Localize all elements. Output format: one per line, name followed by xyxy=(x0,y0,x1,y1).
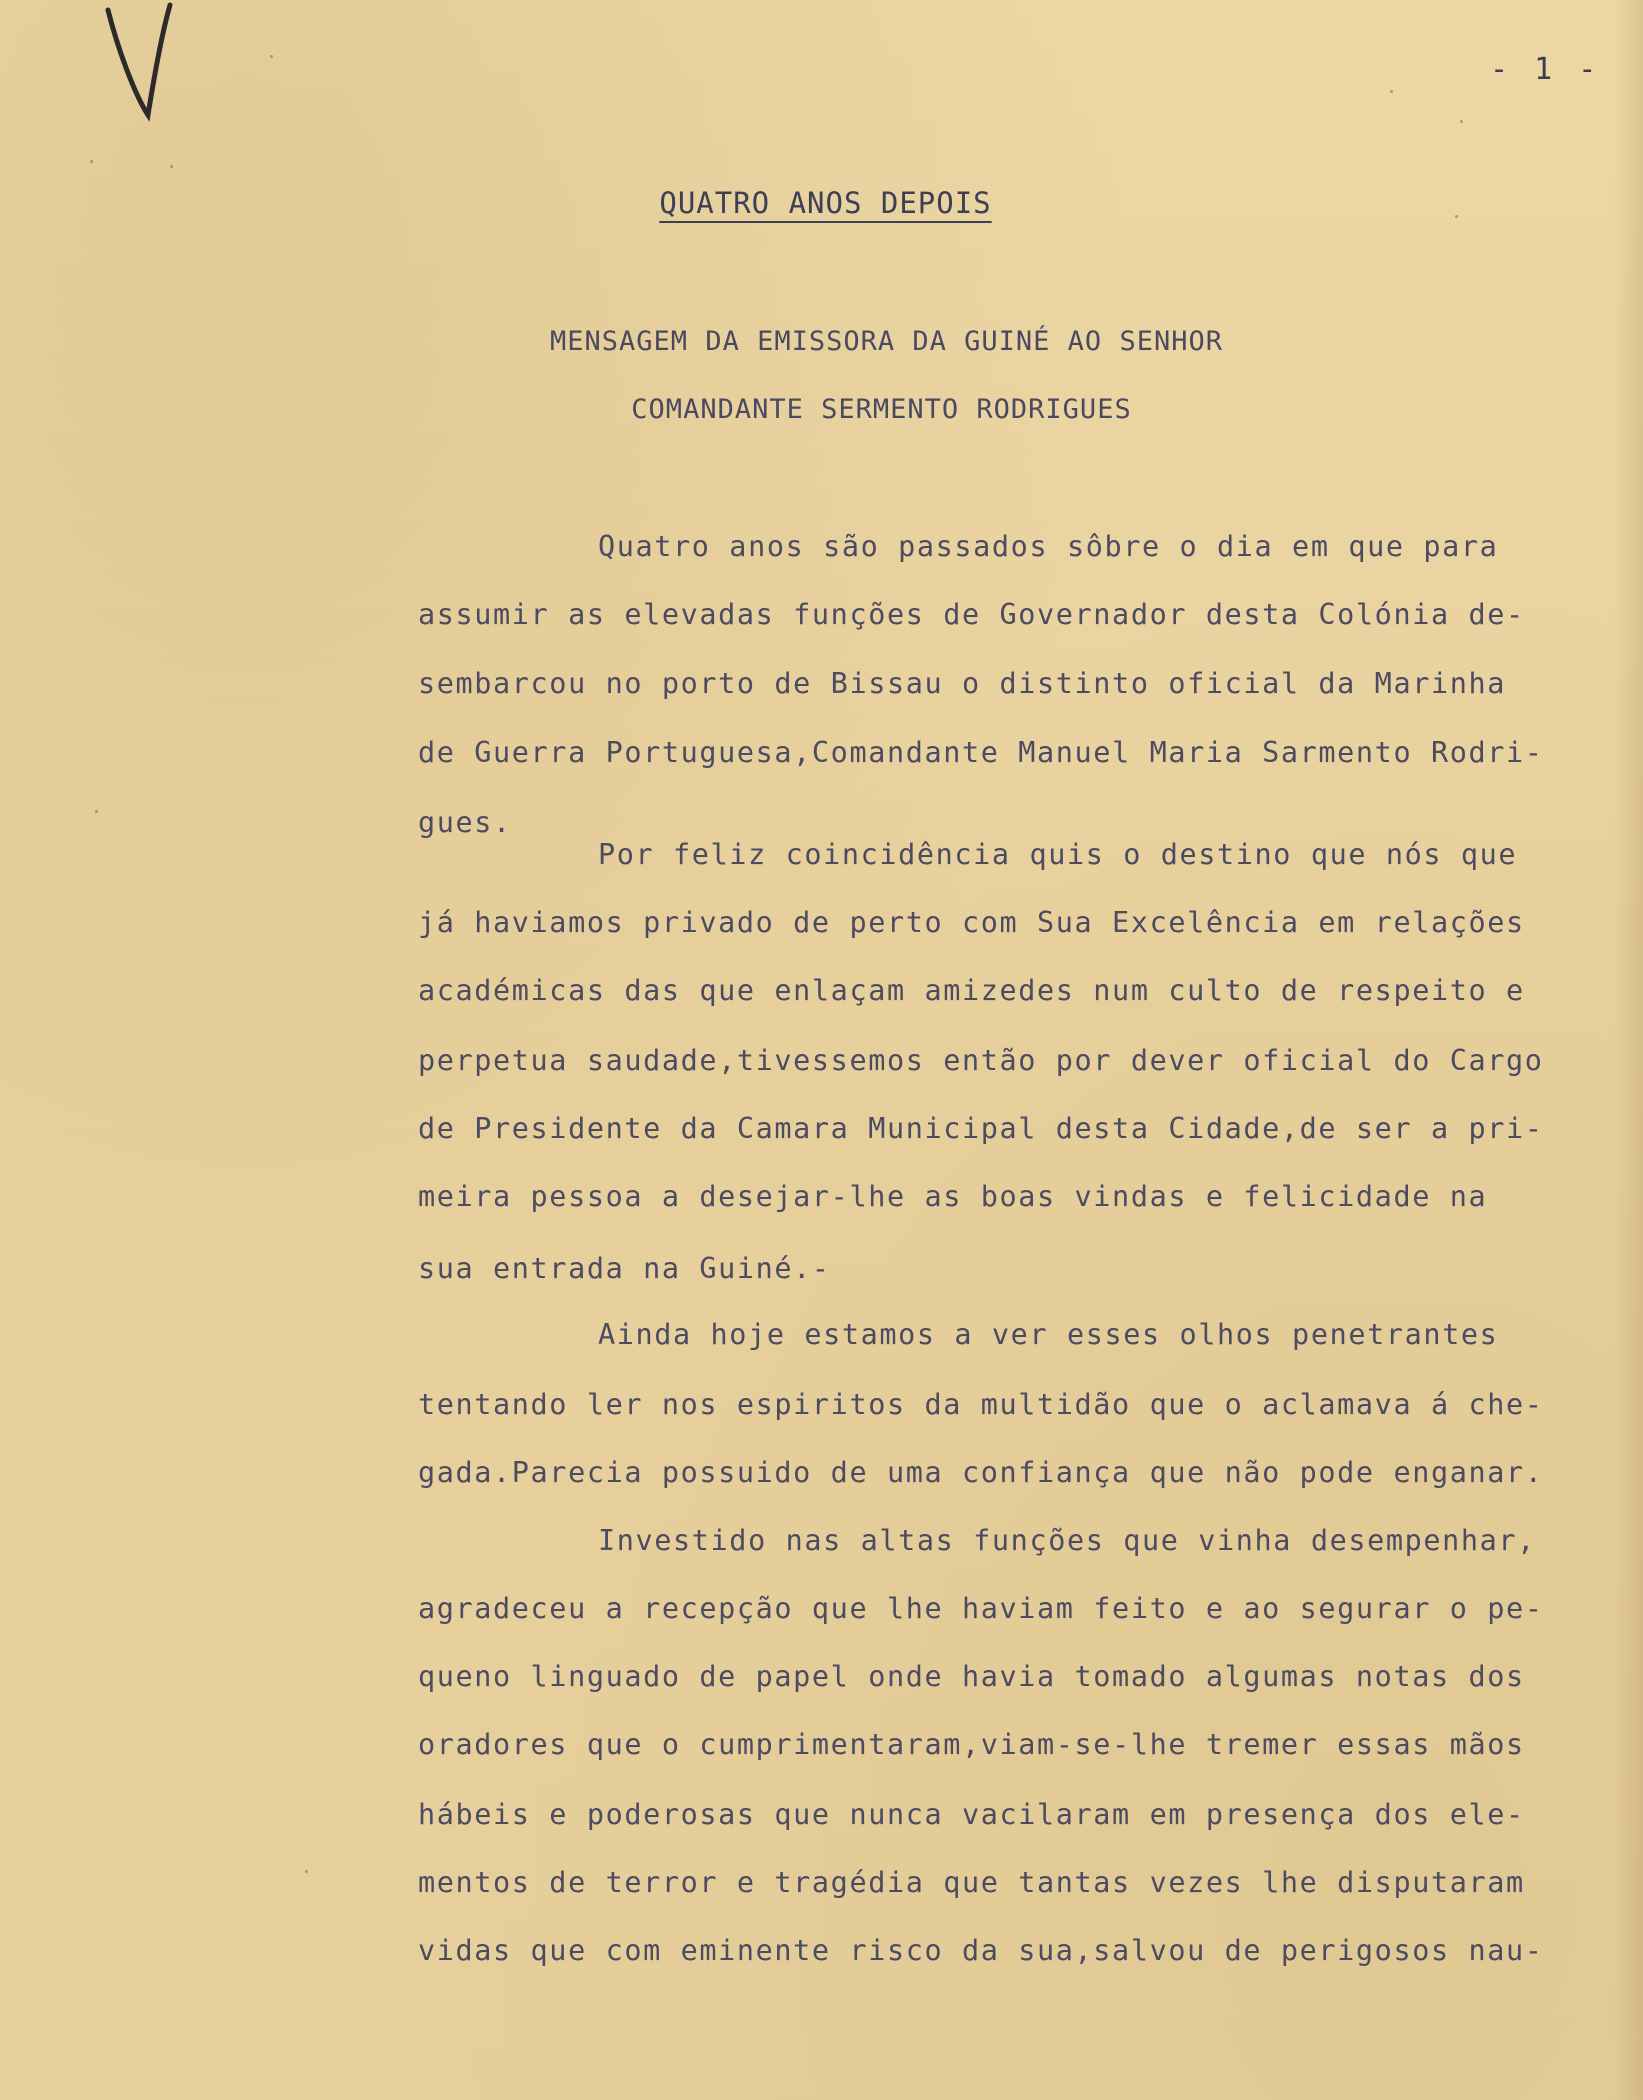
body-line: gues. xyxy=(418,806,512,839)
body-line: perpetua saudade,tivessemos então por dever oficial do Cargo xyxy=(418,1044,1544,1077)
body-line: vidas que com eminente risco da sua,salvou de perigosos nau- xyxy=(418,1934,1544,1967)
subtitle-line-1: MENSAGEM DA EMISSORA DA GUINÉ AO SENHOR xyxy=(550,326,1223,357)
body-line: agradeceu a recepção que lhe haviam feito e ao segurar o pe- xyxy=(418,1592,1544,1625)
body-line: meira pessoa a desejar-lhe as boas vindas e felicidade na xyxy=(418,1180,1488,1213)
page-number: - 1 - xyxy=(1490,52,1601,87)
body-line: académicas das que enlaçam amizedes num culto de respeito e xyxy=(418,974,1525,1007)
paper-speck xyxy=(90,160,93,163)
body-line: queno linguado de papel onde havia tomado algumas notas dos xyxy=(418,1660,1525,1693)
paper-speck xyxy=(1390,90,1393,93)
body-line: mentos de terror e tragédia que tantas vezes lhe disputaram xyxy=(418,1866,1525,1899)
body-line: Quatro anos são passados sôbre o dia em que para xyxy=(598,530,1499,563)
paper-speck xyxy=(1455,215,1458,218)
body-line: tentando ler nos espiritos da multidão que o aclamava á che- xyxy=(418,1388,1544,1421)
body-line: assumir as elevadas funções de Governador desta Colónia de- xyxy=(418,598,1525,631)
document-title-text: QUATRO ANOS DEPOIS xyxy=(659,186,992,220)
paper-speck xyxy=(95,810,98,813)
body-line: Investido nas altas funções que vinha desempenhar, xyxy=(598,1524,1536,1557)
paper-speck xyxy=(1460,120,1463,123)
body-line: sua entrada na Guiné.- xyxy=(418,1252,831,1285)
body-line: Por feliz coincidência quis o destino que nós que xyxy=(598,838,1518,871)
body-line: Ainda hoje estamos a ver esses olhos penetrantes xyxy=(598,1318,1499,1351)
paper-speck xyxy=(170,165,173,168)
handwritten-check-mark xyxy=(100,0,190,130)
body-line: gada.Parecia possuido de uma confiança que não pode enganar. xyxy=(418,1456,1544,1489)
document-title xyxy=(0,186,1643,220)
paper-edge-shadow xyxy=(1613,0,1643,2100)
body-line: hábeis e poderosas que nunca vacilaram em presença dos ele- xyxy=(418,1798,1525,1831)
paper-speck xyxy=(270,55,273,58)
body-line: de Presidente da Camara Municipal desta Cidade,de ser a pri- xyxy=(418,1112,1544,1145)
subtitle-line-2: COMANDANTE SERMENTO RODRIGUES xyxy=(631,394,1132,425)
body-line: já haviamos privado de perto com Sua Excelência em relações xyxy=(418,906,1525,939)
body-line: oradores que o cumprimentaram,viam-se-lhe tremer essas mãos xyxy=(418,1728,1525,1761)
paper-speck xyxy=(305,1870,308,1873)
body-line: sembarcou no porto de Bissau o distinto oficial da Marinha xyxy=(418,667,1506,700)
body-line: de Guerra Portuguesa,Comandante Manuel Maria Sarmento Rodri- xyxy=(418,736,1544,769)
